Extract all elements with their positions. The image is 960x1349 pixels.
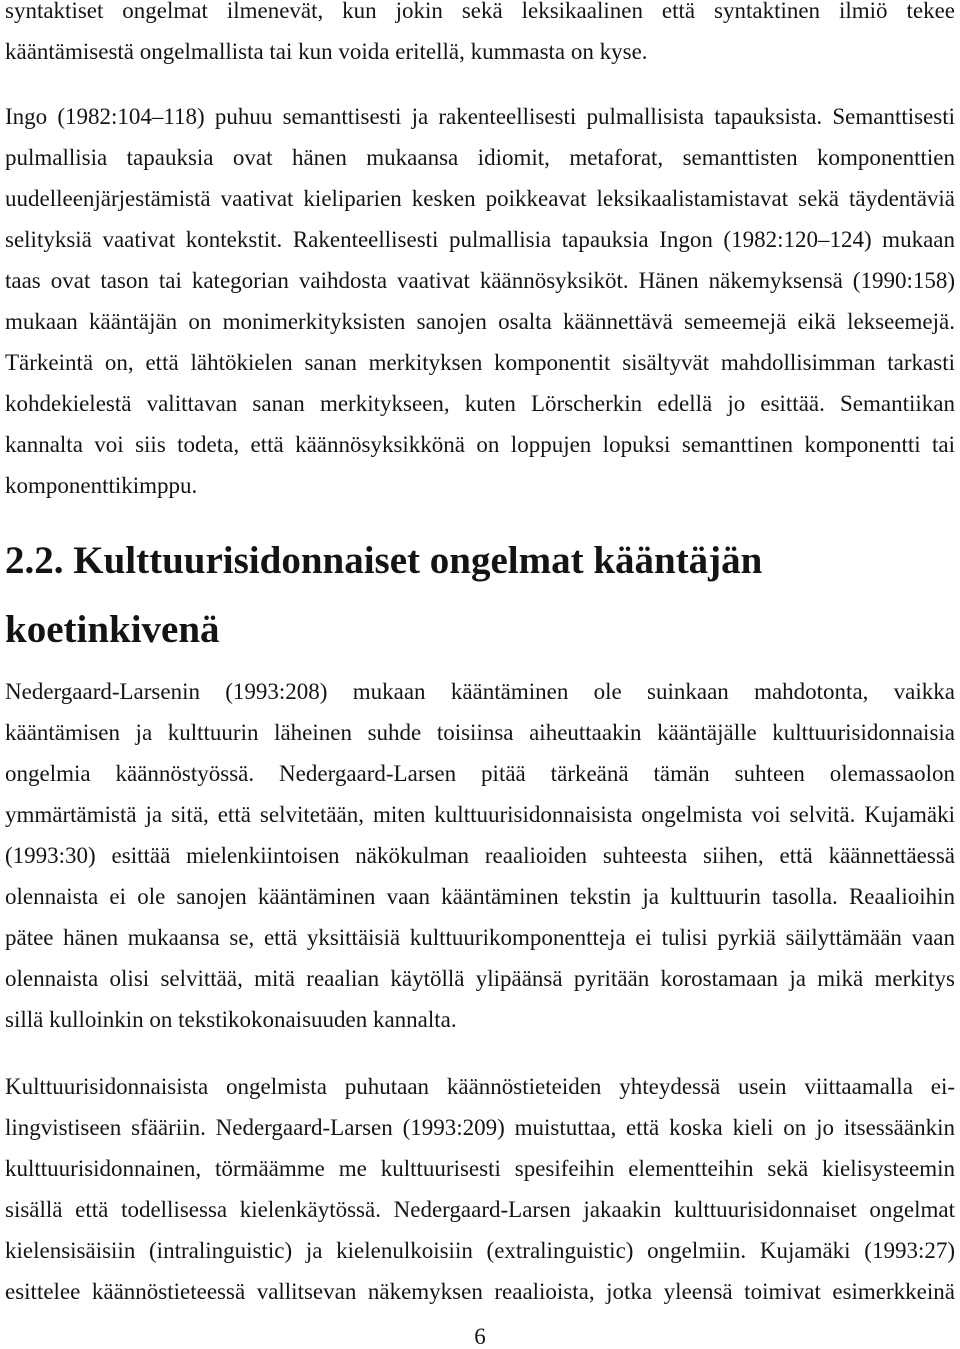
section-heading-line: koetinkivenä (5, 608, 220, 651)
paragraph (5, 671, 955, 1040)
text-line: pulmallisia tapauksia ovat hänen mukaansa idiomit, metaforat, semanttisten komponenttien (5, 145, 955, 170)
text-line: pätee hänen mukaansa se, että yksittäisiä kulttuurikomponentteja ei tulisi pyrkiä säilyttämään vaan (5, 925, 955, 950)
text-line: ymmärtämistä ja sitä, että selvitetään, miten kulttuurisidonnaisista ongelmista voi selvitä. Kujamäki (5, 802, 955, 827)
text-line: lingvistiseen sfääriin. Nedergaard-Larsen (1993:209) muistuttaa, että koska kieli on jo itsessäänkin (5, 1115, 955, 1140)
text-line: syntaktiset ongelmat ilmenevät, kun jokin sekä leksikaalinen että syntaktinen ilmiö tekee (5, 0, 955, 23)
text-line: ongelmia käännöstyössä. Nedergaard-Larsen pitää tärkeänä tämän suhteen olemassaolon (5, 761, 955, 786)
text-line: Tärkeintä on, että lähtökielen sanan merkityksen komponentit sisältyvät mahdollisimman tarkasti (5, 350, 955, 375)
paragraph (5, 96, 955, 506)
text-line: (1993:30) esittää mielenkiintoisen näkökulman reaalioiden suhteesta siihen, että käännettäessä (5, 843, 955, 868)
paragraph (5, 1066, 955, 1312)
text-line: selityksiä vaativat kontekstit. Rakenteellisesti pulmallisia tapauksia Ingon (1982:120–124) mukaan (5, 227, 955, 252)
page-number: 6 (474, 1324, 486, 1349)
text-line: mukaan kääntäjän on monimerkityksisten sanojen osalta käännettävä semeemejä eikä lekseemejä. (5, 309, 955, 334)
text-line: esittelee käännöstieteessä vallitsevan näkemyksen reaalioista, jotka yleensä toimivat esimerkkeinä (5, 1279, 955, 1304)
text-line: sisällä että todellisessa kielenkäytössä. Nedergaard-Larsen jakaakin kulttuurisidonnaiset ongelmat (5, 1197, 955, 1222)
text-line: olennaista olisi selvittää, mitä reaalian käytöllä ylipäänsä pyritään korostamaan ja mikä merkitys (5, 966, 955, 991)
text-line: kääntämisestä ongelmallista tai kun voida eritellä, kummasta on kyse. (5, 39, 648, 64)
text-line: taas ovat tason tai kategorian vaihdosta vaativat käännösyksiköt. Hänen näkemyksensä (1990:158) (5, 268, 955, 293)
text-line: kannalta voi siis todeta, että käännösyksikkönä on loppujen lopuksi semanttinen komponentti tai (5, 432, 955, 457)
text-line: Nedergaard-Larsenin (1993:208) mukaan kääntäminen ole suinkaan mahdotonta, vaikka (5, 679, 955, 704)
text-line: Kulttuurisidonnaisista ongelmista puhutaan käännöstieteiden yhteydessä usein viittaamalla ei- (5, 1074, 955, 1099)
text-line: kääntämisen ja kulttuurin läheinen suhde toisiinsa aiheuttaakin kääntäjälle kulttuurisidonnaisia (5, 720, 955, 745)
text-line: kielensisäisiin (intralinguistic) ja kielenulkoisiin (extralinguistic) ongelmiin. Kujamäki (1993:27) (5, 1238, 955, 1263)
text-line: Ingo (1982:104–118) puhuu semanttisesti ja rakenteellisesti pulmallisista tapauksista. Semanttisesti (5, 104, 955, 129)
text-line: kulttuurisidonnainen, törmäämme me kulttuurisesti spesifeihin elementteihin sekä kielisysteemin (5, 1156, 955, 1181)
section-heading-line: 2.2. Kulttuurisidonnaiset ongelmat kääntäjän (5, 539, 763, 582)
paragraph-continued (5, 0, 955, 72)
section-heading (5, 526, 955, 664)
text-line: olennaista ei ole sanojen kääntäminen vaan kääntäminen tekstin ja kulttuurin tasolla. Reaalioihin (5, 884, 955, 909)
text-line: uudelleenjärjestämistä vaativat kieliparien kesken poikkeavat leksikaalistamistavat sekä täydentäviä (5, 186, 955, 211)
text-line: sillä kulloinkin on tekstikokonaisuuden kannalta. (5, 1007, 457, 1032)
text-line: kohdekielestä valittavan sanan merkitykseen, kuten Lörscherkin edellä jo esittää. Semantiikan (5, 391, 955, 416)
text-line: komponenttikimppu. (5, 473, 198, 498)
